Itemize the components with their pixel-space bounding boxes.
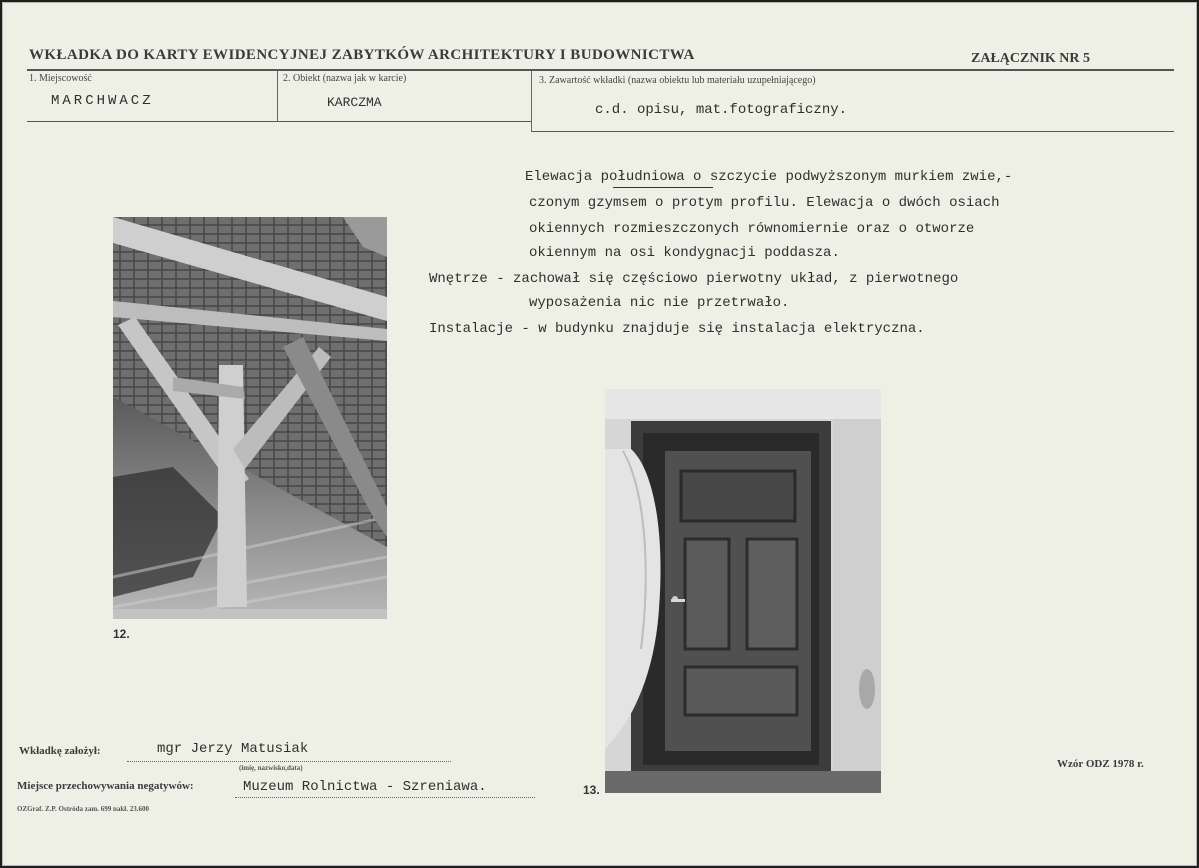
- form-title: WKŁADKA DO KARTY EWIDENCYJNEJ ZABYTKÓW ARCHITEKTURY I BUDOWNICTWA: [29, 47, 695, 63]
- object-label: 2. Obiekt (nazwa jak w karcie): [283, 73, 407, 84]
- field-divider-1: [277, 70, 278, 122]
- fields-bottom-rule-right: [531, 131, 1174, 132]
- negatives-storage-line: [235, 797, 535, 798]
- content-label: 3. Zawartość wkładki (nazwa obiektu lub materiału uzupełniającego): [539, 75, 816, 86]
- header-rule: [27, 69, 1174, 71]
- description-line-4: okiennym na osi kondygnacji poddasza.: [529, 245, 840, 261]
- content-value: c.d. opisu, mat.fotograficzny.: [595, 102, 848, 118]
- description-line-5: Wnętrze - zachował się częściowo pierwotny układ, z pierwotnego: [429, 271, 959, 287]
- founded-by-value: mgr Jerzy Matusiak: [157, 741, 309, 757]
- negatives-storage-label: Miejsce przechowywania negatywów:: [17, 780, 194, 792]
- object-value: KARCZMA: [327, 95, 382, 110]
- photo-attic-truss: [113, 217, 387, 619]
- underline-poludniowa: [613, 187, 713, 188]
- description-line-6: wyposażenia nic nie przetrwało.: [529, 295, 790, 311]
- place-label: 1. Miejscowość: [29, 73, 92, 84]
- description-line-7: Instalacje - w budynku znajduje się instalacja elektryczna.: [429, 321, 925, 337]
- printer-info: OZGraf. Z.P. Ostróda zam. 699 nakł. 23.600: [17, 805, 149, 813]
- place-value: MARCHWACZ: [51, 93, 154, 109]
- attachment-number: ZAŁĄCZNIK NR 5: [971, 51, 1091, 66]
- description-line-3: okiennych rozmieszczonych równomiernie oraz o otworze: [529, 221, 975, 237]
- founded-by-label: Wkładkę założył:: [19, 745, 101, 757]
- inventory-card-insert: [2, 2, 1197, 866]
- form-pattern: Wzór ODZ 1978 r.: [1057, 758, 1144, 770]
- field-divider-2: [531, 70, 532, 132]
- fields-bottom-rule: [27, 121, 531, 122]
- photo-13-number: 13.: [583, 783, 600, 797]
- attic-truss-image: [113, 217, 387, 619]
- description-line-1: Elewacja południowa o szczycie podwyższonym murkiem zwie,-: [525, 169, 1013, 185]
- photo-door: [605, 389, 881, 793]
- founded-by-line: [127, 761, 451, 762]
- photo-12-number: 12.: [113, 627, 130, 641]
- door-image: [605, 389, 881, 793]
- negatives-storage-value: Muzeum Rolnictwa - Szreniawa.: [243, 779, 487, 795]
- description-line-2: czonym gzymsem o protym profilu. Elewacja o dwóch osiach: [529, 195, 1000, 211]
- founded-by-hint: (imię, nazwisko,data): [239, 764, 303, 772]
